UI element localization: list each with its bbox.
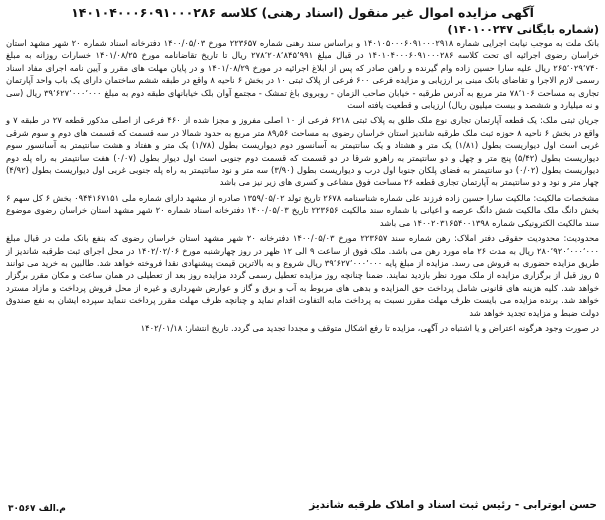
notice-body	[6, 37, 599, 334]
paragraph-ownership: مشخصات مالکیت: مالکیت سارا حسین زاده فرزند علی شماره شناسنامه ۲۶۷۸ تاریخ تولد ۱۳۵۹/۰۵/۰۲ صادره از مشهد دارای شماره ملی ۰۹۴۴۱۶۷۱۵۱ بخش ۶ کل سهم ۶ بخش دانگ ملک مالکیت شش دانگ عرصه و اعیانی با شماره سند مالکیت ۲۲۳۶۵۶ تاریخ ۱۴۰۰/۰۵/۰۳ دفترخانه اسناد شماره ۲۰ شهر مشهد استان خراسان رضوی موضوع سند مالکیت الکترونیکی شماره ۱۴۰۰۲۰۳۱۶۵۴۰۰۱۳۹۸ می باشد	[6, 192, 599, 228]
notice-title: آگهی مزایده اموال غیر منقول (اسناد رهنی) کلاسه ۱۴۰۱۰۴۰۰۰۶۰۹۱۰۰۰۲۸۶	[71, 5, 534, 20]
paragraph-registration: جریان ثبتی ملک: یک قطعه آپارتمان تجاری نوع ملک طلق به پلاک ثبتی ۶۲۱۸ فرعی از ۱۰ اصلی مفروز و مجزا شده از ۴۶۰ فرعی از اصلی مذکور قطعه ۲۷ در طبقه ۷ و واقع در بخش ۶ ناحیه ۸ حوزه ثبت ملک طرقبه شاندیز استان خراسان رضوی به مساحت ۸۹٫۵۶ متر مربع به حدود شمالا در سه قسمت که قسمت های دوم و سوم شرقی غربی است اول دیواریست بطول (۱/۸۱) یک متر و هشتاد و یک سانتیمتر به آسانسور دوم دیواریست بطول (۱/۷۸) یک متر و هفتاد و هشت سانتیمتر به آسانسور سوم دیواریست بطول (۵/۴۲) پنج متر و چهل و دو سانتیمتر به راهرو شرقا در دو قسمت که قسمت دوم جنوبی است اول دیوار بطول (۰/۰۷) هفت سانتیمتر به راه پله دوم دیواریست بطول (۰/۰۲) دو سانتیمتر به فضای پلکان جنوبا اول درب و دیواریست بطول (۳/۹۰) سه متر و نود سانتیمتر به راه پله جنوبی غربی اول دیواریست بطول (۴/۹۲) چهار متر و نود و دو سانتیمتر به آپارتمان تجاری قطعه ۲۶ مساحت فوق مشاعی و کسری های زیر نیز می باشد	[6, 115, 600, 188]
signature-id: م.الف ۳۰۵۶۷	[8, 504, 66, 514]
signature: حسن ابوترابی - رئیس ثبت اسناد و املاک طرقبه شاندیز	[309, 499, 597, 511]
notice-header	[6, 4, 599, 37]
paragraph-restrictions: محدودیت: محدودیت حقوقی دفتر املاک: رهن شماره سند ۲۲۳۶۵۷ مورخ ۱۴۰۰/۰۵/۰۳ دفترخانه ۲۰ شهر مشهد استان خراسان رضوی که بنفع بانک ملت در قبال مبلغ ۲۸۰٬۹۲۰٬۰۰۰٬۰۰۰ ریال به مدت ۲۶ ماه مورد رهن می باشد. ملک فوق از ساعت ۹ الی ۱۲ ظهر در روز چهارشنبه مورخ ۱۴۰۲/۰۲/۰۶ در محل اجرای ثبت طرقبه شاندیز از طریق مزایده حضوری به فروش می رسد. مزایده از مبلغ پایه ۳۹٬۶۲۷٬۰۰۰٬۰۰۰ ریال شروع و به بالاترین قیمت پیشنهادی نقدا فروخته خواهد شد. طالبین به خرید می توانند ۵ روز قبل از برگزاری مزایده از ملک مورد نظر بازدید نمایند. ضمنا چنانچه روز مزایده تعطیل رسمی گردد مزایده روز بعد از تعطیلی در همان ساعت و مکان مقرر برگزار خواهد شد. کلیه هزینه های قانونی شامل پرداخت حق المزایده و بدهی های مربوط به آب و برق و گاز و عوارض شهرداری و غیره از محل فروش پرداخت و مازاد مسترد خواهد شد. برنده مزایده می بایست ظرف مهلت مقرر نسبت به پرداخت مابه التفاوت اقدام نماید و چنانچه ظرف مهلت مقرر پرداخت ننماید سپرده ایشان به نفع صندوق دولت ضبط و مزایده تجدید خواهد شد	[6, 233, 600, 318]
paragraph-closing: در صورت وجود هرگونه اعتراض و یا اشتباه در آگهی، مزایده تا رفع اشکال متوقف و مجددا تجدید می گردد. تاریخ انتشار: ۱۴۰۲/۰۱/۱۸	[140, 322, 599, 333]
paragraph-intro: بانک ملت به موجب نیابت اجرایی شماره ۱۴۰۱۰۵۰۰۰۶۰۹۱۰۰۰۲۹۱۸ و براساس سند رهنی شماره ۲۲۳۶۵۷ مورخ ۱۴۰۰/۰۵/۰۳ دفترخانه اسناد شماره ۲۰ شهر مشهد استان خراسان رضوی اجرائیه ای تحت کلاسه ۱۴۰۱۰۴۰۰۰۶۰۹۱۰۰۰۲۸۶ در قبال مبلغ ۲۷۸٬۲۰۸٬۸۴۵٬۹۹۱ ریال تا تاریخ تقاضانامه مورخ ۱۴۰۱/۰۸/۲۵ خسارات روزانه به مبلغ ۲۶۵٬۰۲۹٬۷۴۰ ریال علیه سارا حسین زاده وام گیرنده و راهن صادر که پس از ابلاغ اجرائیه در مورخ ۱۴۰۱/۰۸/۲۹ و در پایان مهلت های مقرر و آیین نامه اجرای مفاد اسناد رسمی لازم الاجرا و تقاضای بانک مبنی بر ارزیابی و مزایده فرعی ۶۰۰ فرعی از پلاک ثبتی ۱۰ در بخش ۶ ناحیه ۸ واقع در طبقه ششم ساختمان دارای یک باب واحد آپارتمان تجاری به مساحت ۷۸٬۱۰۶ متر مربع به آدرس طرقبه - خیابان صاحب الزمان - روبروی باغ تمشک - مجتمع آوان بلک خیابانهای طبقه دوم به مبلغ ۳۹٬۶۲۷٬۰۰۰٬۰۰۰ ریال (سی و نه میلیارد و ششصد و بیست میلیون ریال) ارزیابی و قطعیت یافته است	[6, 38, 600, 111]
archive-number: (شماره بایگانی ۱۴۰۱۰۰۲۴۷)	[447, 23, 599, 36]
